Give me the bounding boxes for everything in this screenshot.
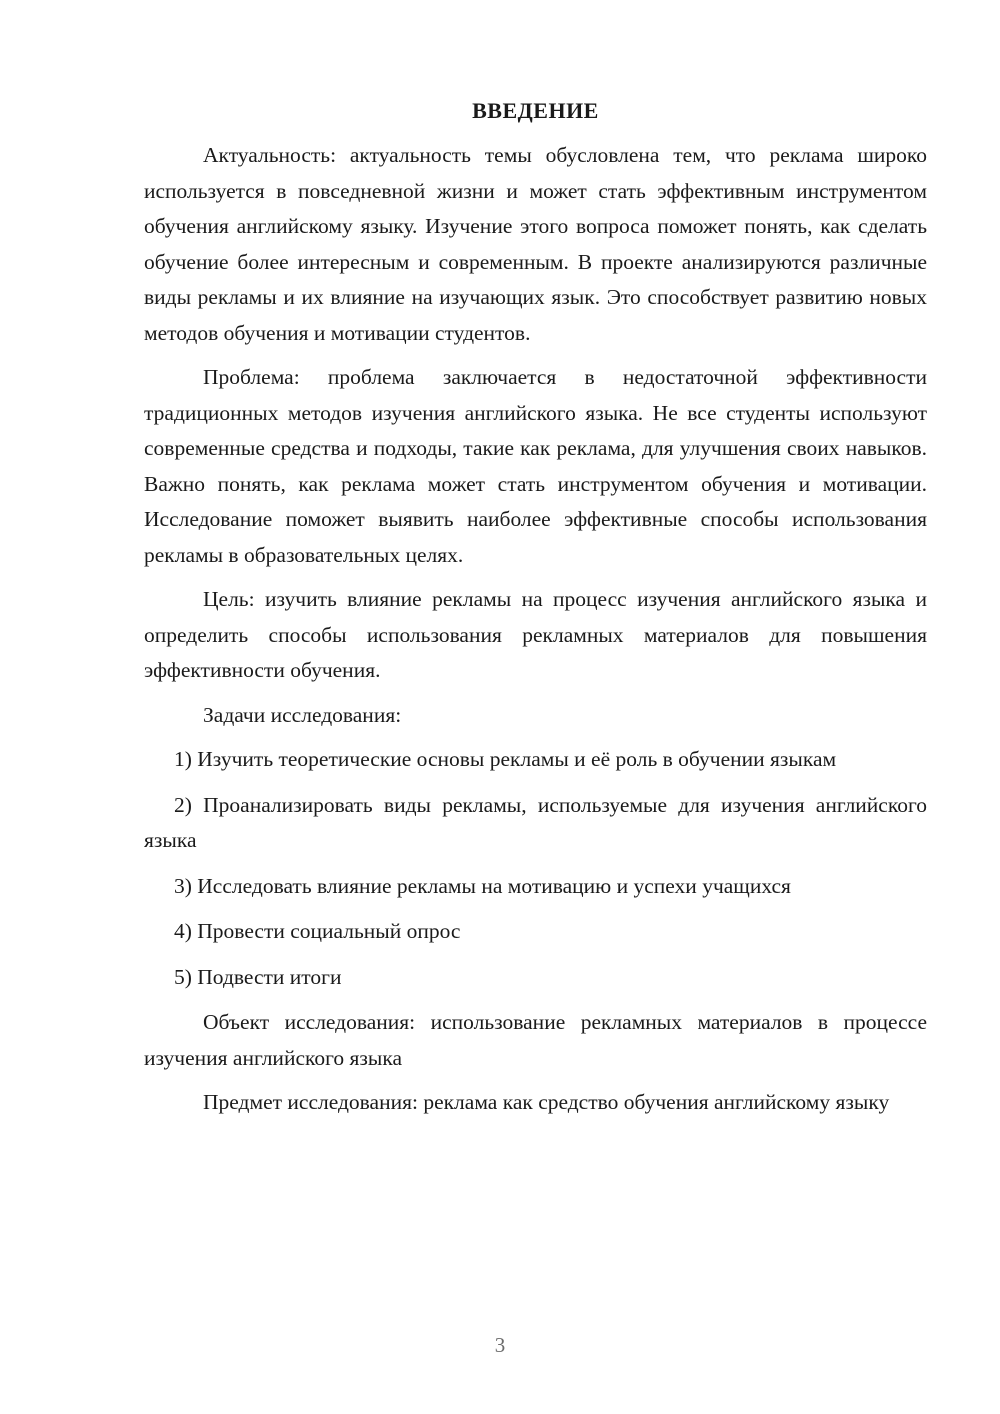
- tasks-list: [144, 742, 927, 995]
- task-item-1: 1) Изучить теоретические основы рекламы и её роль в обучении языкам: [174, 747, 837, 771]
- paragraph-goal: Цель: изучить влияние рекламы на процесс изучения английского языка и определить способы использования рекламных материалов для повышения эффективности обучения.: [144, 587, 927, 682]
- task-item-5: 5) Подвести итоги: [174, 964, 342, 989]
- task-item-3: 3) Исследовать влияние рекламы на мотивацию и успехи учащихся: [174, 873, 791, 898]
- task-item-2: 2) Проанализировать виды рекламы, используемые для изучения английского языка: [144, 792, 927, 852]
- paragraph-relevance: Актуальность: актуальность темы обусловлена тем, что реклама широко используется в повседневной жизни и может стать эффективным инструментом обучения английскому языку. Изучение этого вопроса поможет понять, как сделать обучение более интересным и современным. В проекте анализируются различные виды рекламы и их влияние на изучающих язык. Это способствует развитию новых методов обучения и мотивации студентов.: [144, 143, 927, 345]
- paragraph-problem: Проблема: проблема заключается в недостаточной эффективности традиционных методов изучения английского языка. Не все студенты используют современные средства и подходы, такие как реклама, для улучшения своих навыков. Важно понять, как реклама может стать инструментом обучения и мотивации. Исследование поможет выявить наиболее эффективные способы использования рекламы в образовательных целях.: [144, 365, 927, 567]
- page-number: 3: [494, 1333, 506, 1357]
- paragraph-subject: Предмет исследования: реклама как средство обучения английскому языку: [203, 1090, 890, 1114]
- paragraph-object: Объект исследования: использование рекламных материалов в процессе изучения английского языка: [144, 1010, 927, 1070]
- task-item-4: 4) Провести социальный опрос: [174, 919, 461, 943]
- tasks-title: Задачи исследования:: [203, 702, 402, 727]
- document-page: [144, 96, 927, 1130]
- section-heading: ВВЕДЕНИЕ: [472, 98, 599, 123]
